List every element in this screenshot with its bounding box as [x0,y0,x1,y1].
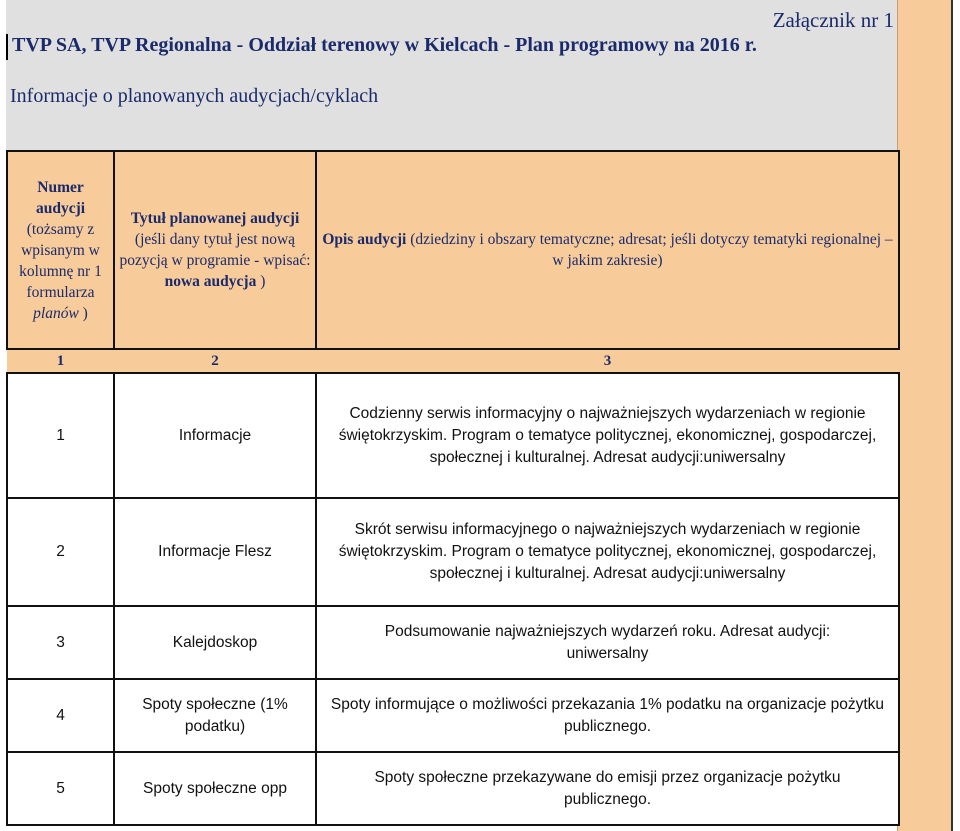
header-number-note: (tożsamy z wpisanym w kolumnę nr 1 formularza [19,220,102,301]
table-row [7,606,899,679]
header-description-label: Opis audycji [322,231,407,248]
row-description: Spoty informujące o możliwości przekazania 1% podatku na organizacje pożytku publicznego. [316,679,899,752]
header-title-label: Tytuł planowanej audycji [130,210,300,227]
header-title-note: (jeśli dany tytuł jest nową pozycją w programie - wpisać: [119,231,311,269]
program-plan-table [6,150,900,826]
header-description [316,151,899,349]
column-number-3: 3 [316,349,899,373]
row-number: 4 [7,679,114,752]
annex-label: Załącznik nr 1 [772,8,894,32]
header-number [7,151,114,349]
row-number: 1 [7,373,114,498]
column-number-1: 1 [7,349,114,373]
title-marker [6,34,8,60]
row-description: Podsumowanie najważniejszych wydarzeń roku. Adresat audycji: uniwersalny [316,606,899,679]
row-title: Informacje Flesz [114,498,316,606]
header-number-title: Numer audycji [35,178,86,217]
header-number-note-close: ) [82,304,88,322]
header-title [114,151,316,349]
right-edge-line [951,0,953,831]
row-number: 5 [7,752,114,825]
document-title: TVP SA, TVP Regionalna - Oddział terenowy w Kielcach - Plan programowy na 2016 r. [12,34,757,56]
row-description: Codzienny serwis informacyjny o najważniejszych wydarzeniach w regionie świętokrzyskim. Program o tematyce politycznej, ekonomicznej, gospodarczej, społecznej i kulturalnej. Adresat audycji:uniwersalny [316,373,899,498]
table-row [7,752,899,825]
document-subtitle: Informacje o planowanych audycjach/cyklach [10,85,379,107]
row-number: 3 [7,606,114,679]
table-row [7,373,899,498]
row-title: Spoty społeczne opp [114,752,316,825]
row-description: Skrót serwisu informacyjnego o najważniejszych wydarzeniach w regionie świętokrzyskim. Program o tematyce politycznej, ekonomicznej, gospodarczej, społecznej i kulturalnej. Adresat audycji:uniwersalny [316,498,899,606]
table-header-row [7,151,899,349]
row-title: Kalejdoskop [114,606,316,679]
column-number-2: 2 [114,349,316,373]
header-title-note-bold: nowa audycja [164,273,257,290]
header-title-note-close: ) [260,273,266,290]
header-number-note-italic: planów [33,304,79,322]
row-number: 2 [7,498,114,606]
row-title: Spoty społeczne (1% podatku) [114,679,316,752]
right-margin-strip [897,0,953,831]
header-description-note: (dziedziny i obszary tematyczne; adresat; jeśli dotyczy tematyki regionalnej – w jakim zakresie) [410,231,893,269]
table-row [7,498,899,606]
table-row [7,679,899,752]
column-number-row [7,349,899,373]
row-title: Informacje [114,373,316,498]
row-description: Spoty społeczne przekazywane do emisji przez organizacje pożytku publicznego. [316,752,899,825]
